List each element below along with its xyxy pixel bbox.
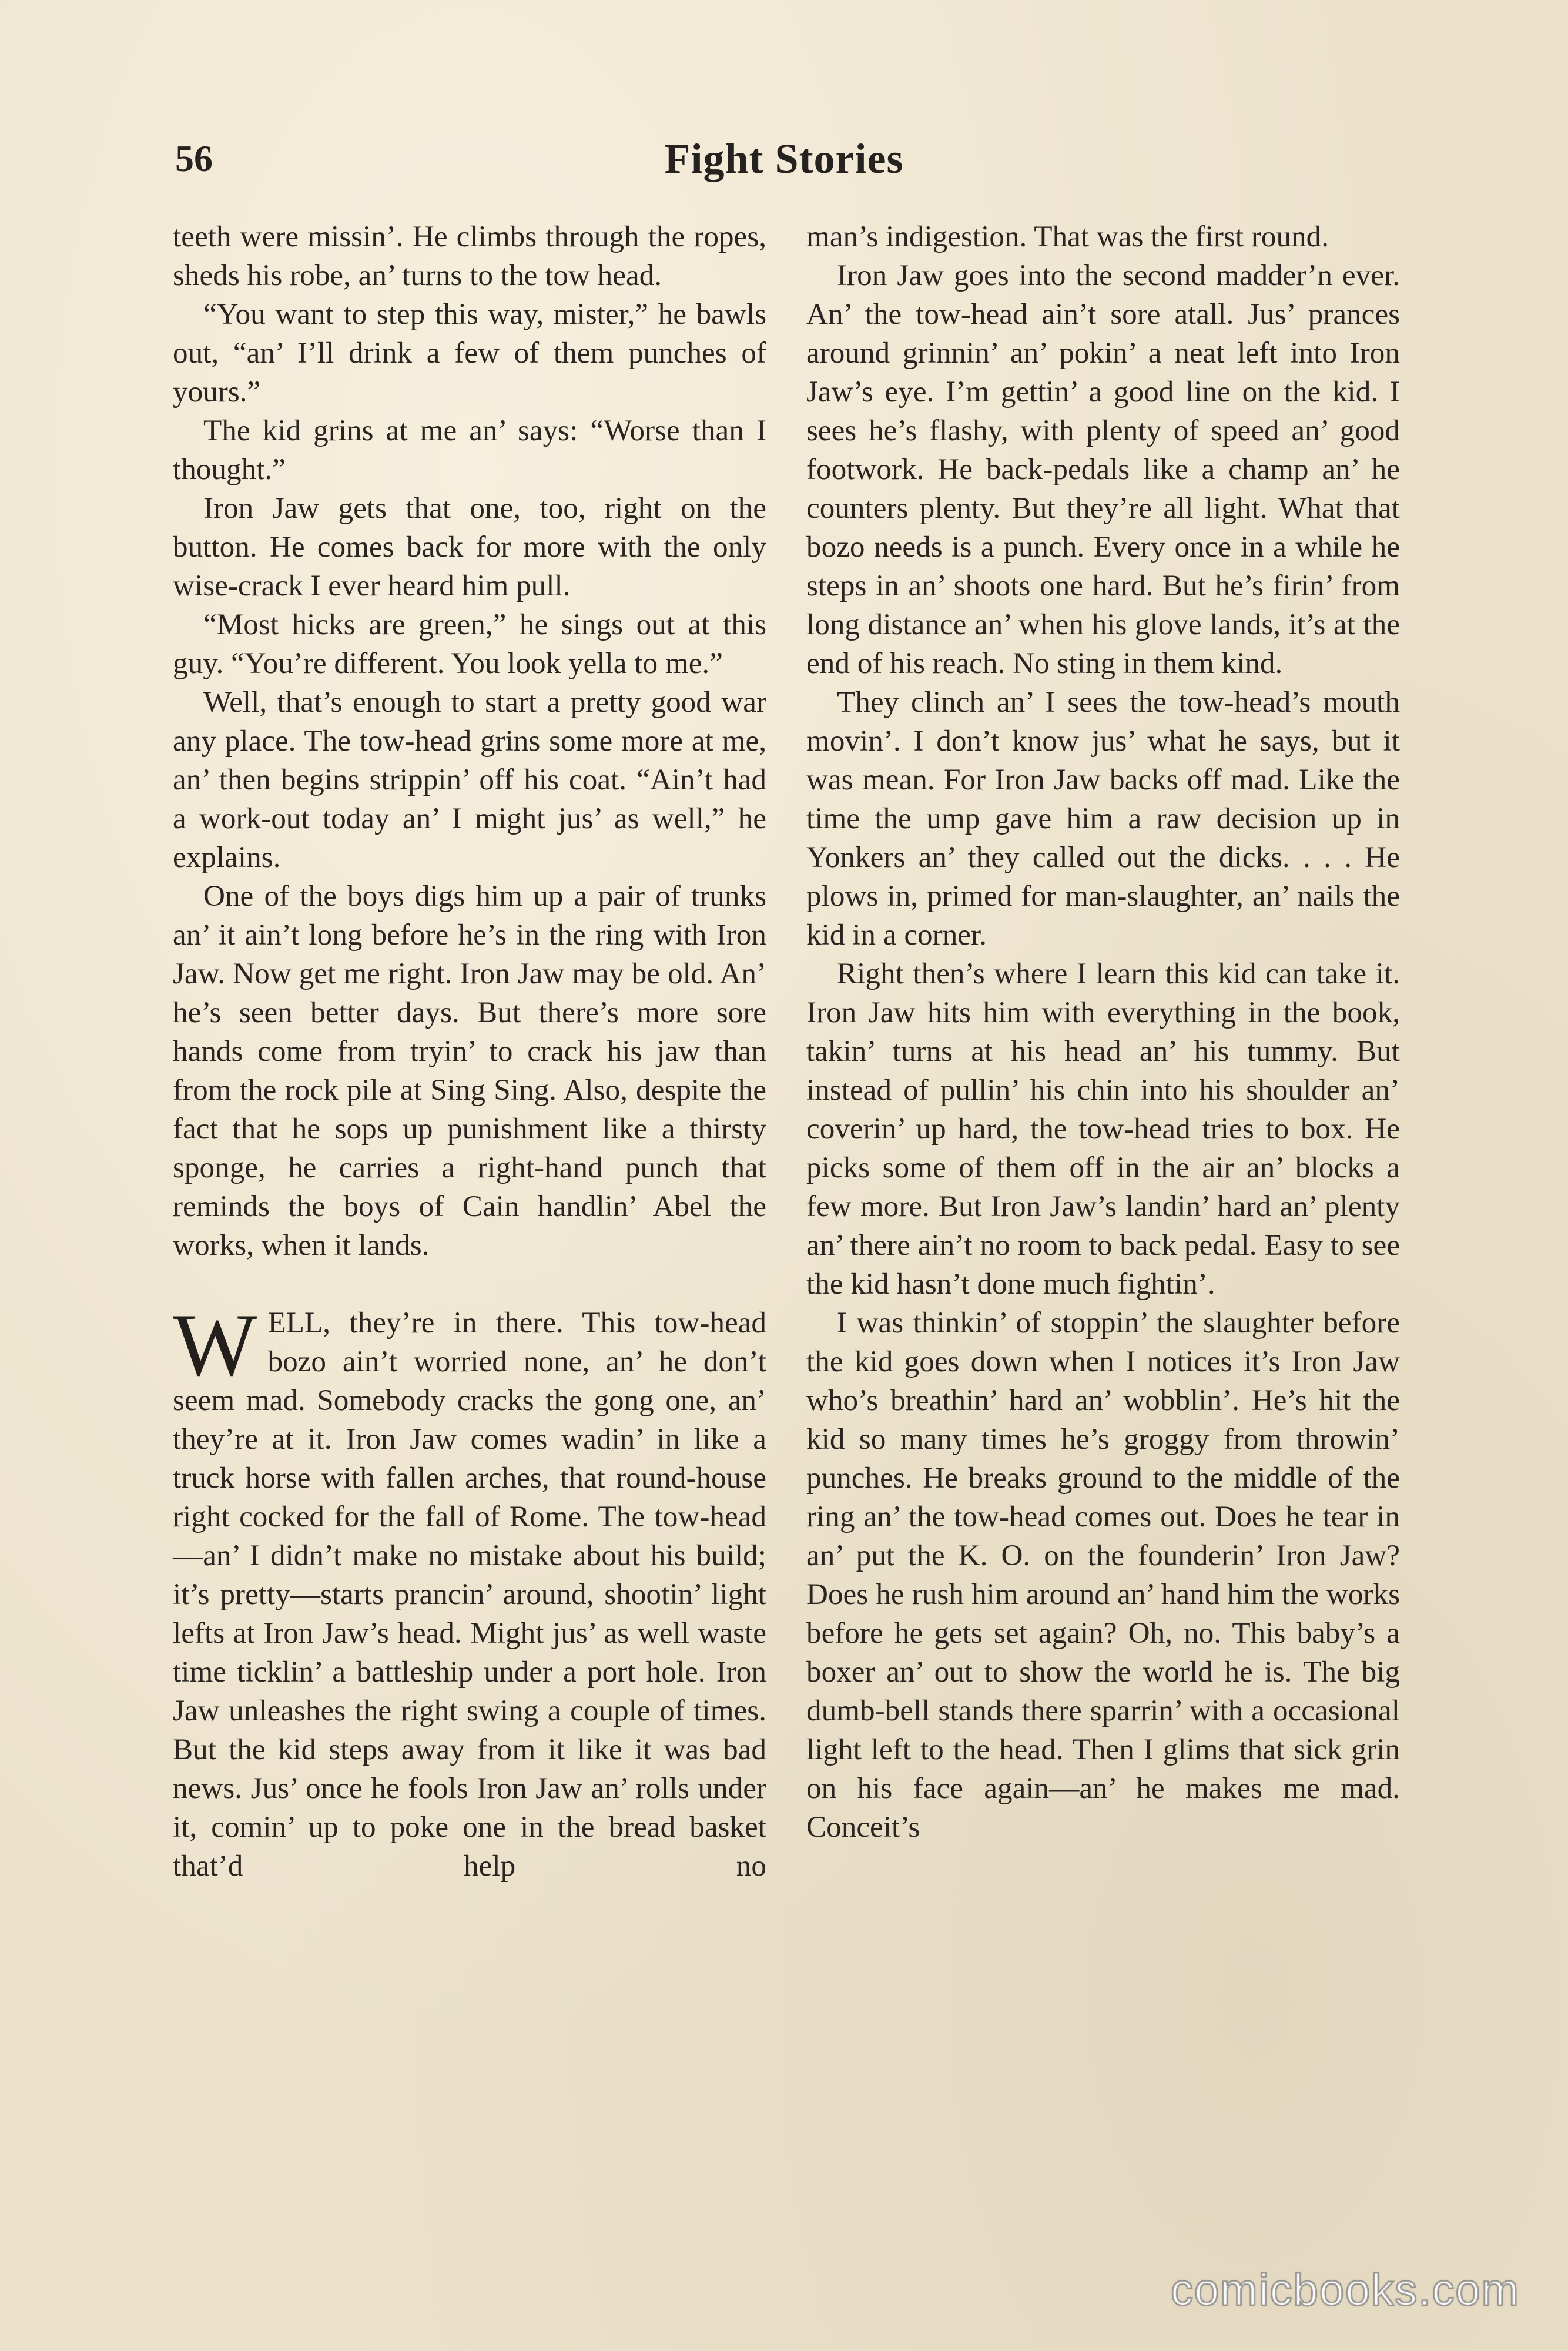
page-header bbox=[170, 132, 1398, 191]
drop-cap: W bbox=[173, 1295, 257, 1394]
paragraph: They clinch an’ I sees the tow-head’s mouth movin’. I don’t know jus’ what he says, but it was mean. For Iron Jaw backs off mad. Like the time the ump gave him a raw decision up in Yonkers an’ they called out the dicks. . . . He plows in, primed for man-slaughter, an’ nails the kid in a corner. bbox=[806, 685, 1400, 952]
paragraph: teeth were missin’. He climbs through the ropes, sheds his robe, an’ turns to the tow head. bbox=[173, 220, 766, 292]
paragraph: man’s indigestion. That was the first round. bbox=[806, 220, 1329, 253]
paragraph: Well, that’s enough to start a pretty good war any place. The tow-head grins some more at me, an’ then begins strippin’ off his coat. “Ain’t had a work-out today an’ I might jus’ as well,” he explains. bbox=[173, 685, 766, 874]
paragraph: The kid grins at me an’ says: “Worse than I thought.” bbox=[173, 414, 766, 486]
paragraph: Iron Jaw gets that one, too, right on the button. He comes back for more with the only wise-crack I ever heard him pull. bbox=[173, 491, 766, 602]
site-watermark: comicbooks.com bbox=[1171, 2265, 1520, 2315]
section-opening-text: ELL, they’re in there. This tow-head bozo ain’t worried none, an’ he don’t seem mad. Somebody cracks the gong one, an’ they’re at it. Iron Jaw comes wadin’ in like a truck horse with fallen arches, that round-house right cocked for the fall of Rome. The tow-head—an’ I didn’t make no mistake about his build; it’s pretty—starts prancin’ around, shootin’ light lefts at Iron Jaw’s head. Might jus’ as well waste time ticklin’ a battleship under a port hole. Iron Jaw unleashes the right swing a couple of times. But the kid steps away from it like it was bad news. Jus’ once he fools Iron Jaw an’ rolls under it, comin’ up to poke one in the bread basket that’d help no bbox=[173, 1306, 766, 1883]
paragraph: I was thinkin’ of stoppin’ the slaughter before the kid goes down when I notices it’s Iron Jaw who’s breathin’ hard an’ wobblin’. He’s hit the kid so many times he’s groggy from throwin’ punches. He breaks ground to the middle of the ring an’ the tow-head comes out. Does he tear in an’ put the K. O. on the founderin’ Iron Jaw? Does he rush him around an’ hand him the works before he gets set again? Oh, no. This baby’s a boxer an’ out to show the world he is. The big dumb-bell stands there sparrin’ with a occasional light left to the head. Then I glims that sick grin on his face again—an’ he makes me mad. Conceit’s bbox=[806, 1306, 1400, 1844]
running-title: Fight Stories bbox=[664, 135, 904, 182]
left-column bbox=[173, 217, 766, 1886]
paragraph: Iron Jaw goes into the second madder’n ever. An’ the tow-head ain’t sore atall. Jus’ prances around grinnin’ an’ pokin’ a neat left into Iron Jaw’s eye. I’m gettin’ a good line on the kid. I sees he’s flashy, with plenty of speed an’ good footwork. He back-pedals like a champ an’ he counters plenty. But they’re all light. What that bozo needs is a punch. Every once in a while he steps in an’ shoots one hard. But he’s firin’ from long distance an’ when his glove lands, it’s at the end of his reach. No sting in them kind. bbox=[806, 259, 1400, 680]
paragraph: One of the boys digs him up a pair of trunks an’ it ain’t long before he’s in the ring with Iron Jaw. Now get me right. Iron Jaw may be old. An’ he’s seen better days. But there’s more sore hands come from tryin’ to crack his jaw than from the rock pile at Sing Sing. Also, despite the fact that he sops up punishment like a thirsty sponge, he carries a right-hand punch that reminds the boys of Cain handlin’ Abel the works, when it lands. bbox=[173, 879, 766, 1262]
paragraph: Right then’s where I learn this kid can take it. Iron Jaw hits him with everything in the book, takin’ turns at his head an’ his tummy. But instead of pullin’ his chin into his shoulder an’ coverin’ up hard, the tow-head tries to box. He picks some of them off in the air an’ blocks a few more. But Iron Jaw’s landin’ hard an’ plenty an’ there ain’t no room to back pedal. Easy to see the kid hasn’t done much fightin’. bbox=[806, 957, 1400, 1301]
paragraph: “You want to step this way, mister,” he bawls out, “an’ I’ll drink a few of them punches of yours.” bbox=[173, 297, 766, 408]
right-column bbox=[806, 217, 1400, 1847]
section-opening-paragraph bbox=[173, 1295, 766, 1886]
paragraph: “Most hicks are green,” he sings out at this guy. “You’re different. You look yella to me.” bbox=[173, 608, 766, 680]
page-number: 56 bbox=[175, 138, 213, 179]
